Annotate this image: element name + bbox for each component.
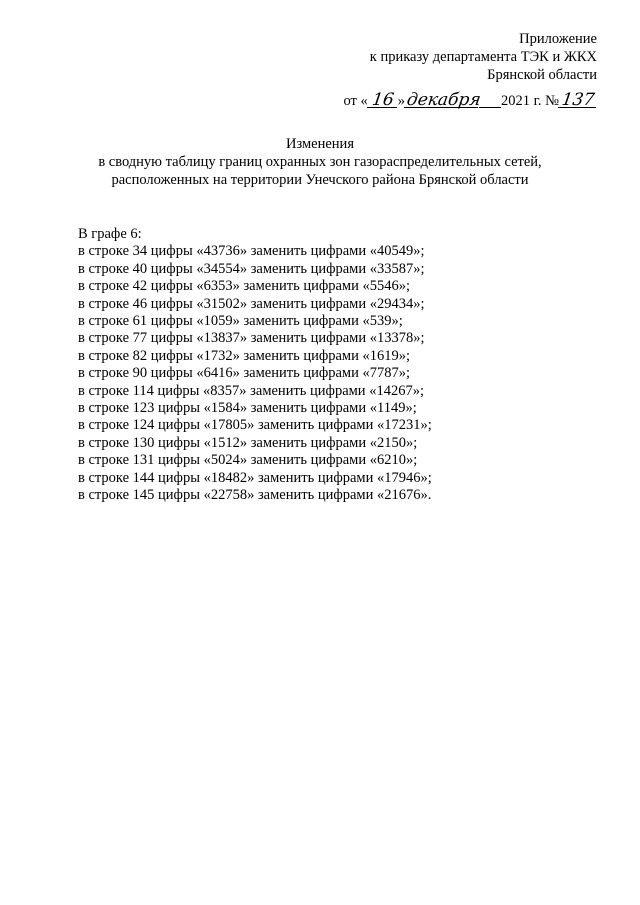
doc-title: Изменения: [286, 136, 354, 152]
list-item: в строке 123 цифры «1584» заменить цифрами «1149»;: [78, 400, 417, 417]
list-item: в строке 131 цифры «5024» заменить цифрами «6210»;: [78, 452, 418, 469]
date-underline: [479, 91, 501, 108]
handwritten-order-number: 137: [558, 90, 599, 110]
handwritten-month: декабря: [405, 90, 483, 110]
header-region: Брянской области: [487, 67, 597, 83]
list-item: в строке 34 цифры «43736» заменить цифрами «40549»;: [78, 243, 425, 260]
date-prefix: от «: [343, 93, 368, 109]
list-item: в строке 124 цифры «17805» заменить цифрами «17231»;: [78, 417, 432, 434]
intro-text: В графе 6:: [78, 226, 142, 242]
date-quote-close: »: [397, 93, 405, 109]
list-item: в строке 42 цифры «6353» заменить цифрами «5546»;: [78, 278, 411, 295]
list-item: в строке 130 цифры «1512» заменить цифрами «2150»;: [78, 434, 418, 451]
list-item: в строке 82 цифры «1732» заменить цифрами «1619»;: [78, 347, 411, 364]
date-year-number-label: 2021 г. №: [500, 93, 559, 109]
list-item: в строке 40 цифры «34554» заменить цифрами «33587»;: [78, 260, 425, 277]
doc-subtitle-line2: расположенных на территории Унечского района Брянской области: [111, 172, 529, 188]
handwritten-day: 16: [366, 90, 399, 110]
header-order-ref: к приказу департамента ТЭК и ЖКХ: [369, 49, 597, 65]
doc-subtitle-line1: в сводную таблицу границ охранных зон газораспределительных сетей,: [98, 154, 542, 170]
header-appendix: Приложение: [519, 31, 597, 47]
list-item: в строке 46 цифры «31502» заменить цифрами «29434»;: [78, 295, 425, 312]
list-item: в строке 144 цифры «18482» заменить цифрами «17946»;: [78, 469, 432, 486]
list-item: в строке 145 цифры «22758» заменить цифрами «21676».: [78, 487, 432, 504]
list-item: в строке 77 цифры «13837» заменить цифрами «13378»;: [78, 330, 425, 347]
order-date-line: [343, 86, 597, 110]
list-item: в строке 61 цифры «1059» заменить цифрами «539»;: [78, 313, 403, 330]
list-item: в строке 114 цифры «8357» заменить цифрами «14267»;: [78, 382, 424, 399]
list-item: в строке 90 цифры «6416» заменить цифрами «7787»;: [78, 365, 411, 382]
changes-list: [78, 226, 432, 505]
